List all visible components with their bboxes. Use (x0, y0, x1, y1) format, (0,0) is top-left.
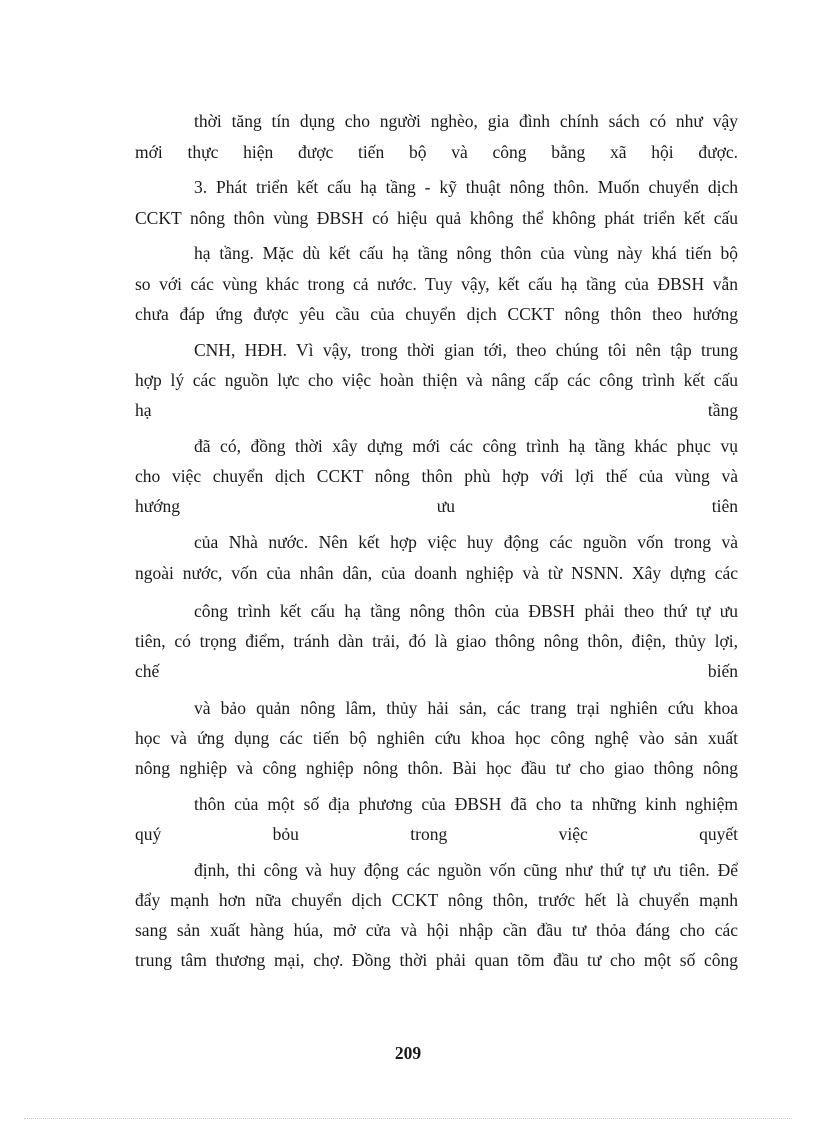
text-line: ngoài nước, vốn của nhân dân, của doanh nghiệp và từ NSNN. Xây dựng các (135, 563, 738, 583)
text-line: quý bỏu trong việc quyết (135, 824, 738, 844)
text-line: công trình kết cấu hạ tầng nông thôn của ĐBSH phải theo thứ tự ưu (194, 601, 738, 621)
text-line: của Nhà nước. Nên kết hợp việc huy động các nguồn vốn trong và (194, 532, 738, 552)
text-line: đẩy mạnh hơn nữa chuyển dịch CCKT nông thôn, trước hết là chuyển mạnh (135, 890, 738, 910)
text-line: chế biến (135, 661, 738, 681)
text-line: nông nghiệp và công nghiệp nông thôn. Bài học đầu tư cho giao thông nông (135, 758, 738, 778)
text-line: học và ứng dụng các tiến bộ nghiên cứu khoa học công nghệ vào sản xuất (135, 728, 738, 748)
text-line: hạ tầng. Mặc dù kết cấu hạ tầng nông thôn của vùng này khá tiến bộ (194, 243, 738, 263)
text-line: đã có, đồng thời xây dựng mới các công trình hạ tầng khác phục vụ (194, 436, 738, 456)
text-line: hợp lý các nguồn lực cho việc hoàn thiện và nâng cấp các công trình kết cấu (135, 370, 738, 390)
text-line: hạ tầng (135, 400, 738, 420)
page-bottom-rule (24, 1118, 792, 1119)
text-line: và bảo quản nông lâm, thủy hải sản, các trang trại nghiên cứu khoa (194, 698, 738, 718)
text-line: sang sản xuất hàng húa, mở cửa và hội nhập cần đầu tư thỏa đáng cho các (135, 920, 738, 940)
text-line: định, thi công và huy động các nguồn vốn cũng như thứ tự ưu tiên. Để (194, 860, 738, 880)
text-line: tiên, có trọng điểm, tránh dàn trải, đó là giao thông nông thôn, điện, thủy lợi, (135, 631, 738, 651)
page-number: 209 (394, 1043, 422, 1063)
text-line: chưa đáp ứng được yêu cầu của chuyển dịch CCKT nông thôn theo hướng (135, 304, 738, 324)
text-line: trung tâm thương mại, chợ. Đồng thời phải quan tõm đầu tư cho một số công (135, 950, 738, 970)
text-line: thôn của một số địa phương của ĐBSH đã cho ta những kinh nghiệm (194, 794, 738, 814)
text-line: thời tăng tín dụng cho người nghèo, gia đình chính sách có như vậy (194, 111, 738, 131)
text-line: hướng ưu tiên (135, 496, 738, 516)
text-line: cho việc chuyển dịch CCKT nông thôn phù hợp với lợi thế của vùng và (135, 466, 738, 486)
text-line: 3. Phát triển kết cấu hạ tầng - kỹ thuật nông thôn. Muốn chuyển dịch (194, 177, 738, 197)
text-line: CNH, HĐH. Vì vậy, trong thời gian tới, theo chúng tôi nên tập trung (194, 340, 738, 360)
text-line: CCKT nông thôn vùng ĐBSH có hiệu quả không thể không phát triển kết cấu (135, 208, 738, 228)
text-line: so với các vùng khác trong cả nước. Tuy vậy, kết cấu hạ tầng của ĐBSH vẫn (135, 274, 738, 294)
text-line: mới thực hiện được tiến bộ và công bằng xã hội được. (135, 142, 738, 162)
